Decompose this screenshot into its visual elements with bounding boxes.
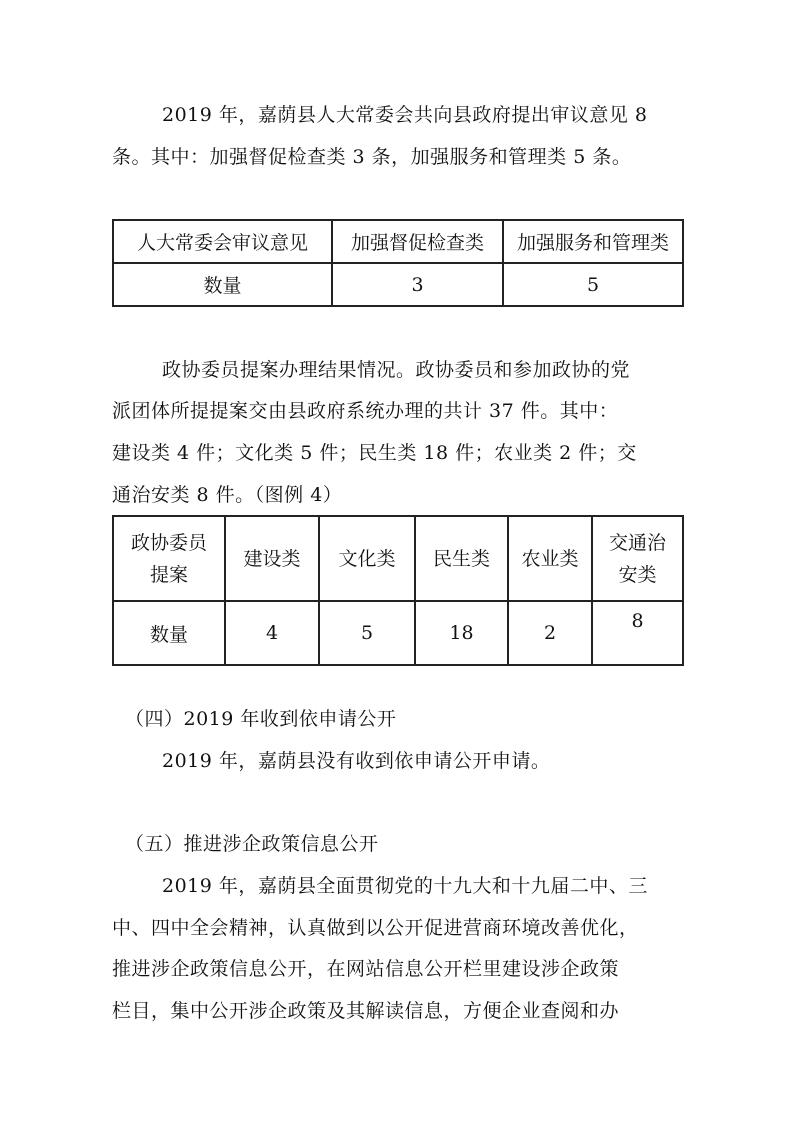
- proposals-table: [112, 515, 684, 666]
- t2-row-label: 数量: [113, 601, 225, 665]
- suggestions-table: [112, 219, 684, 307]
- section5-line1: 2019 年，嘉荫县全面贯彻党的十九大和十九届二中、三: [162, 875, 648, 897]
- t2-cell-agriculture: 2: [508, 601, 592, 665]
- t2-header-agriculture: 农业类: [508, 516, 592, 601]
- t2-cell-livelihood: 18: [415, 601, 508, 665]
- section5-heading: （五）推进涉企政策信息公开: [125, 833, 379, 855]
- para1-line2: 条。其中：加强督促检查类 3 条，加强服务和管理类 5 条。: [112, 146, 632, 168]
- section4-body: 2019 年，嘉荫县没有收到依申请公开申请。: [162, 750, 551, 772]
- para1-line1: 2019 年，嘉荫县人大常委会共向县政府提出审议意见 8: [162, 104, 648, 126]
- para2-line1: 政协委员提案办理结果情况。政协委员和参加政协的党: [162, 359, 631, 381]
- t1-header-supervision: 加强督促检查类: [332, 220, 503, 263]
- t2-cell-construction: 4: [225, 601, 319, 665]
- section4-heading: （四）2019 年收到依申请公开: [125, 708, 397, 730]
- section5-line4: 栏目，集中公开涉企政策及其解读信息，方便企业查阅和办: [112, 1000, 620, 1022]
- t2-header-proposals: 政协委员 提案: [113, 516, 225, 601]
- t2-header-construction: 建设类: [225, 516, 319, 601]
- t2-header-livelihood: 民生类: [415, 516, 508, 601]
- t1-header-type: 人大常委会审议意见: [113, 220, 332, 263]
- t1-row-label: 数量: [113, 263, 332, 306]
- t1-header-service: 加强服务和管理类: [503, 220, 683, 263]
- t2-cell-culture: 5: [319, 601, 415, 665]
- t1-cell-service: 5: [503, 263, 683, 306]
- para2-line2: 派团体所提提案交由县政府系统办理的共计 37 件。其中：: [112, 400, 619, 422]
- t2-cell-traffic: 8: [592, 601, 683, 665]
- para2-line4: 通治安类 8 件。（图例 4）: [112, 484, 343, 506]
- t2-header-culture: 文化类: [319, 516, 415, 601]
- section5-line3: 推进涉企政策信息公开，在网站信息公开栏里建设涉企政策: [112, 958, 620, 980]
- t2-header-traffic: 交通治 安类: [592, 516, 683, 601]
- t1-cell-supervision: 3: [332, 263, 503, 306]
- para2-line3: 建设类 4 件；文化类 5 件；民生类 18 件；农业类 2 件；交: [112, 442, 637, 464]
- section5-line2: 中、四中全会精神，认真做到以公开促进营商环境改善优化，: [112, 917, 639, 939]
